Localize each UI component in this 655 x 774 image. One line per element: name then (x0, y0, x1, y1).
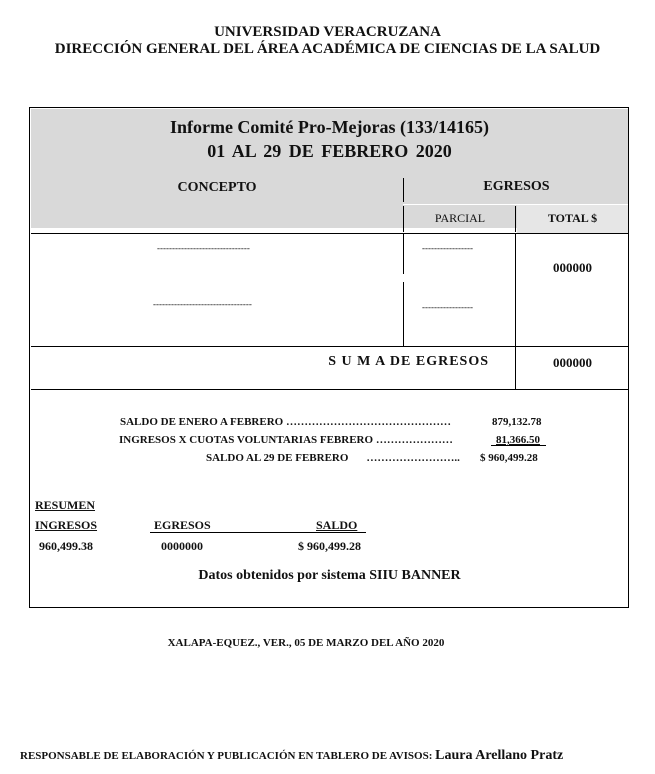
responsable-label: RESPONSABLE DE ELABORACIÓN Y PUBLICACIÓN EN TABLERO DE AVISOS: (20, 750, 433, 762)
balance-row-saldo-enero (120, 416, 451, 428)
resumen-egresos-label: EGRESOS (154, 518, 211, 532)
suma-egresos-label: S U M A DE EGRESOS (328, 354, 489, 369)
resumen-title: RESUMEN (35, 498, 96, 512)
divider-header-bottom (31, 233, 628, 234)
egresos-column-header: EGRESOS (483, 179, 550, 194)
balance-amount-ingresos: 81,366.50 (496, 434, 540, 446)
report-title: Informe Comité Pro-Mejoras (133/14165) (169, 117, 490, 137)
concepto-column-header: CONCEPTO (177, 180, 257, 195)
divider-row2-parcial (403, 282, 404, 346)
row2-concepto: --------------------------------- (153, 299, 252, 309)
divider-egresos-subheader (403, 204, 628, 205)
divider-suma-bottom (31, 389, 628, 390)
balance-label: SALDO DE ENERO A FEBRERO (120, 416, 284, 428)
row1-total: 000000 (553, 260, 592, 275)
resumen-egresos-value: 0000000 (161, 539, 203, 553)
divider-subheader-total (515, 206, 516, 232)
divider-header-vertical (403, 178, 404, 202)
responsable-line (20, 748, 563, 764)
divider-row1-parcial (403, 234, 404, 274)
balance-amount-saldo-final: $ 960,499.28 (480, 452, 538, 464)
balance-sum-rule (491, 445, 546, 446)
balance-label: SALDO AL 29 DE FEBRERO (206, 452, 349, 464)
balance-amount-saldo-enero: 879,132.78 (492, 416, 542, 428)
balance-row-saldo-final (206, 452, 460, 464)
divider-subheader-parcial (403, 206, 404, 232)
report-period: 01 AL 29 DE FEBRERO 2020 (207, 141, 452, 161)
suma-egresos-value: 000000 (553, 355, 592, 370)
total-column-header: TOTAL $ (547, 211, 598, 225)
resumen-saldo-value: $ 960,499.28 (298, 539, 361, 553)
balance-row-ingresos (119, 434, 453, 446)
balance-leader: …………………….. (366, 452, 460, 464)
balance-leader: ………………… (373, 434, 453, 446)
resumen-saldo-label: SALDO (316, 518, 358, 532)
parcial-column-header: PARCIAL (434, 211, 486, 225)
resumen-ingresos-value: 960,499.38 (39, 539, 93, 553)
row1-parcial: ----------------- (422, 243, 473, 253)
row1-concepto: ------------------------------- (157, 243, 250, 253)
balance-label: INGRESOS X CUOTAS VOLUNTARIAS FEBRERO (119, 434, 374, 446)
divider-suma (515, 347, 516, 389)
direction-name: DIRECCIÓN GENERAL DEL ÁREA ACADÉMICA DE CIENCIAS DE LA SALUD (54, 41, 601, 57)
source-note: Datos obtenidos por sistema SIIU BANNER (198, 568, 461, 583)
row2-parcial: ----------------- (422, 302, 473, 312)
university-name: UNIVERSIDAD VERACRUZANA (214, 24, 441, 40)
responsable-name: Laura Arellano Pratz (435, 748, 564, 763)
place-date: XALAPA-EQUEZ., VER., 05 DE MARZO DEL AÑO 2020 (167, 637, 445, 649)
divider-total-column (515, 234, 516, 346)
divider-rows-bottom (31, 346, 628, 347)
resumen-ingresos-label: INGRESOS (35, 518, 98, 532)
balance-leader: ……………………………………… (283, 416, 451, 428)
